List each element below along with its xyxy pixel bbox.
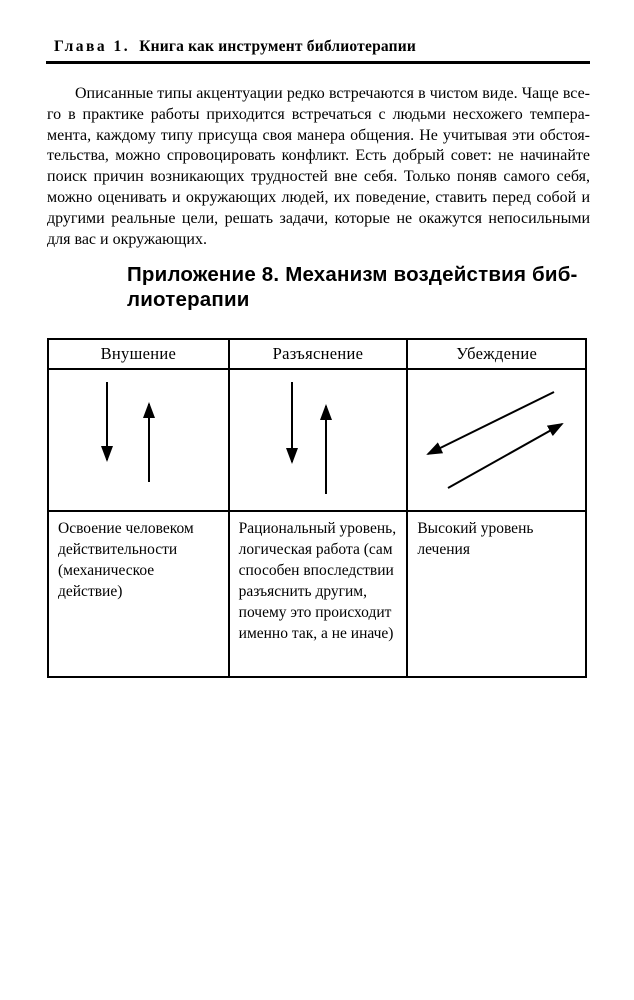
paragraph-line: го в практике работы приходится встречаться с людьми несхожего темпера- [47, 105, 590, 123]
vertical-arrows-icon [230, 370, 404, 510]
paragraph-line: для вас и окружающих. [47, 230, 207, 248]
appendix-heading-line: Приложение 8. Механизм воздействия биб- [127, 263, 578, 286]
paragraph-line: другими реальные цели, решать задачи, которые не окажутся непосильными [47, 209, 590, 227]
table-header-explanation: Разъяснение [228, 340, 407, 370]
table-header-suggestion: Внушение [49, 340, 228, 370]
arrow-cell-explanation [228, 370, 407, 510]
table-cell-suggestion-description: Освоение человеком действительности (механическое действие) [49, 510, 228, 676]
diagonal-arrow-down-left-icon [428, 392, 554, 454]
arrow-cell-persuasion [406, 370, 585, 510]
chapter-title: Книга как инструмент библиотерапии [139, 38, 417, 55]
paragraph-line: мента, каждому типу присуща своя манера общения. Не учитывая эти обстоя- [47, 126, 590, 144]
header-divider-rule [46, 61, 590, 64]
chapter-number-label: Глава 1. [54, 38, 131, 55]
appendix-heading-line: лиотерапии [127, 288, 250, 311]
paragraph-line: поиск причин возникающих трудностей вне себя. Только поняв самого себя, [47, 168, 590, 186]
appendix-heading [127, 262, 587, 312]
paragraph-line: тельства, можно спровоцировать конфликт. Есть добрый совет: не начинайте [47, 147, 590, 165]
table-cell-explanation-description: Рациональный уровень, логическая работа (сам способен впоследствии разъяснить другим, почему это происходит именно так, а не иначе) [228, 510, 407, 676]
diagonal-arrow-up-right-icon [448, 424, 562, 488]
diagonal-arrows-icon [408, 370, 582, 510]
arrow-cell-suggestion [49, 370, 228, 510]
intro-paragraph [47, 84, 590, 250]
paragraph-line: можно оценивать и окружающих людей, их поведение, ставить перед собой и [47, 188, 590, 206]
mechanism-table [47, 338, 587, 678]
vertical-arrows-icon [49, 370, 225, 510]
paragraph-line: Описанные типы акцентуации редко встречаются в чистом виде. Чаще все- [75, 85, 590, 102]
chapter-header [54, 38, 416, 56]
table-cell-persuasion-description: Высокий уровень лечения [406, 510, 585, 676]
table-header-persuasion: Убеждение [406, 340, 585, 370]
